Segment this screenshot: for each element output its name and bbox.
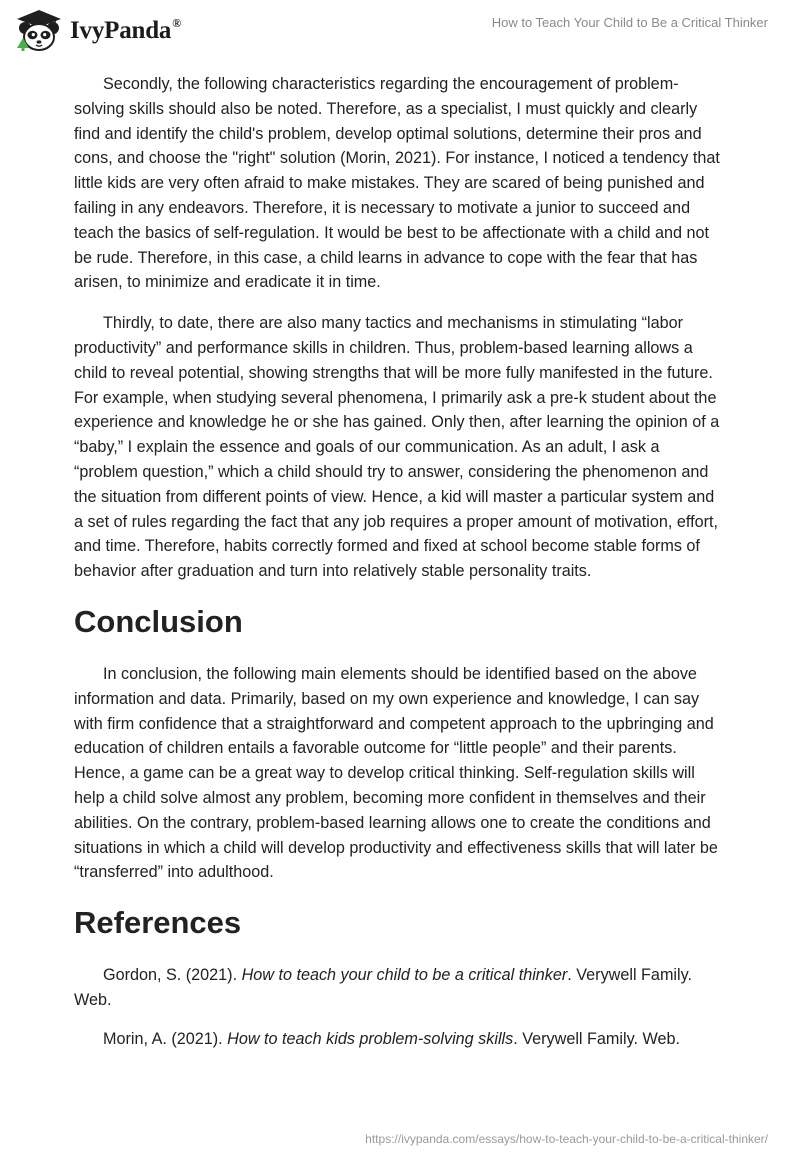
reference-title-2: How to teach kids problem-solving skills — [227, 1029, 514, 1048]
reference-title-1: How to teach your child to be a critical thinker — [241, 966, 568, 985]
panda-logo-icon — [14, 8, 64, 52]
ivypanda-logo[interactable] — [14, 8, 181, 52]
essay-content — [74, 72, 726, 1066]
footer-url-link[interactable]: https://ivypanda.com/essays/how-to-teach-your-child-to-be-a-critical-thinker/ — [365, 1132, 768, 1146]
body-paragraph-1: Secondly, the following characteristics regarding the encouragement of problem-solving skills should also be noted. Therefore, as a specialist, I must quickly and clearly find and identify the child's problem, develop optimal solutions, determine their pros and cons, and choose the "right" solution (Morin, 2021). For instance, I noticed a tendency that little kids are very often afraid to make mistakes. They are scared of being punished and failing in any endeavors. Therefore, it is necessary to motivate a junior to succeed and teach the basics of self-regulation. It would be best to be affectionate with a child and not be rude. Therefore, in this case, a child learns in advance to cope with the fear that has arisen, to minimize and eradicate it in time. — [74, 75, 720, 292]
conclusion-paragraph: In conclusion, the following main elements should be identified based on the above information and data. Primarily, based on my own experience and knowledge, I can say with firm confidence that a straightforward and competent approach to the upbringing and education of children entails a favorable outcome for “little people” and their parents. Hence, a game can be a great way to develop critical thinking. Self-regulation skills will help a child solve almost any problem, becoming more confident in themselves and their abilities. On the contrary, problem-based learning allows one to create the conditions and situations in which a child will develop productivity and effectiveness skills that will later be “transferred” into adulthood. — [74, 664, 718, 882]
reference-item-2: Morin, A. (2021). How to teach kids problem-solving skills. Verywell Family. Web. — [103, 1029, 680, 1048]
registered-mark: ® — [172, 15, 181, 30]
body-paragraph-2: Thirdly, to date, there are also many tactics and mechanisms in stimulating “labor productivity” and performance skills in children. Thus, problem-based learning allows a child to reveal potential, showing strengths that will be more fully manifested in the future. For example, when studying several phenomena, I primarily ask a pre-k student about the experience and knowledge he or she has gained. Only then, after learning the opinion of a “baby,” I explain the essence and goals of our communication. As an adult, I ask a “problem question,” which a child should try to answer, considering the phenomenon and the situation from different points of view. Hence, a kid will master a particular system and a set of rules regarding the fact that any job requires a proper amount of motivation, effort, and time. Therefore, habits correctly formed and fixed at school become stable forms of behavior after graduation and turn into relatively stable personality traits. — [74, 314, 720, 581]
references-heading: References — [74, 905, 242, 941]
conclusion-heading: Conclusion — [74, 603, 243, 639]
reference-item-1: Gordon, S. (2021). How to teach your child to be a critical thinker. Verywell Family. Web. — [74, 966, 693, 1009]
running-title: How to Teach Your Child to Be a Critical Thinker — [491, 15, 768, 30]
brand-name: IvyPanda® — [70, 15, 181, 44]
page-header — [0, 0, 800, 60]
